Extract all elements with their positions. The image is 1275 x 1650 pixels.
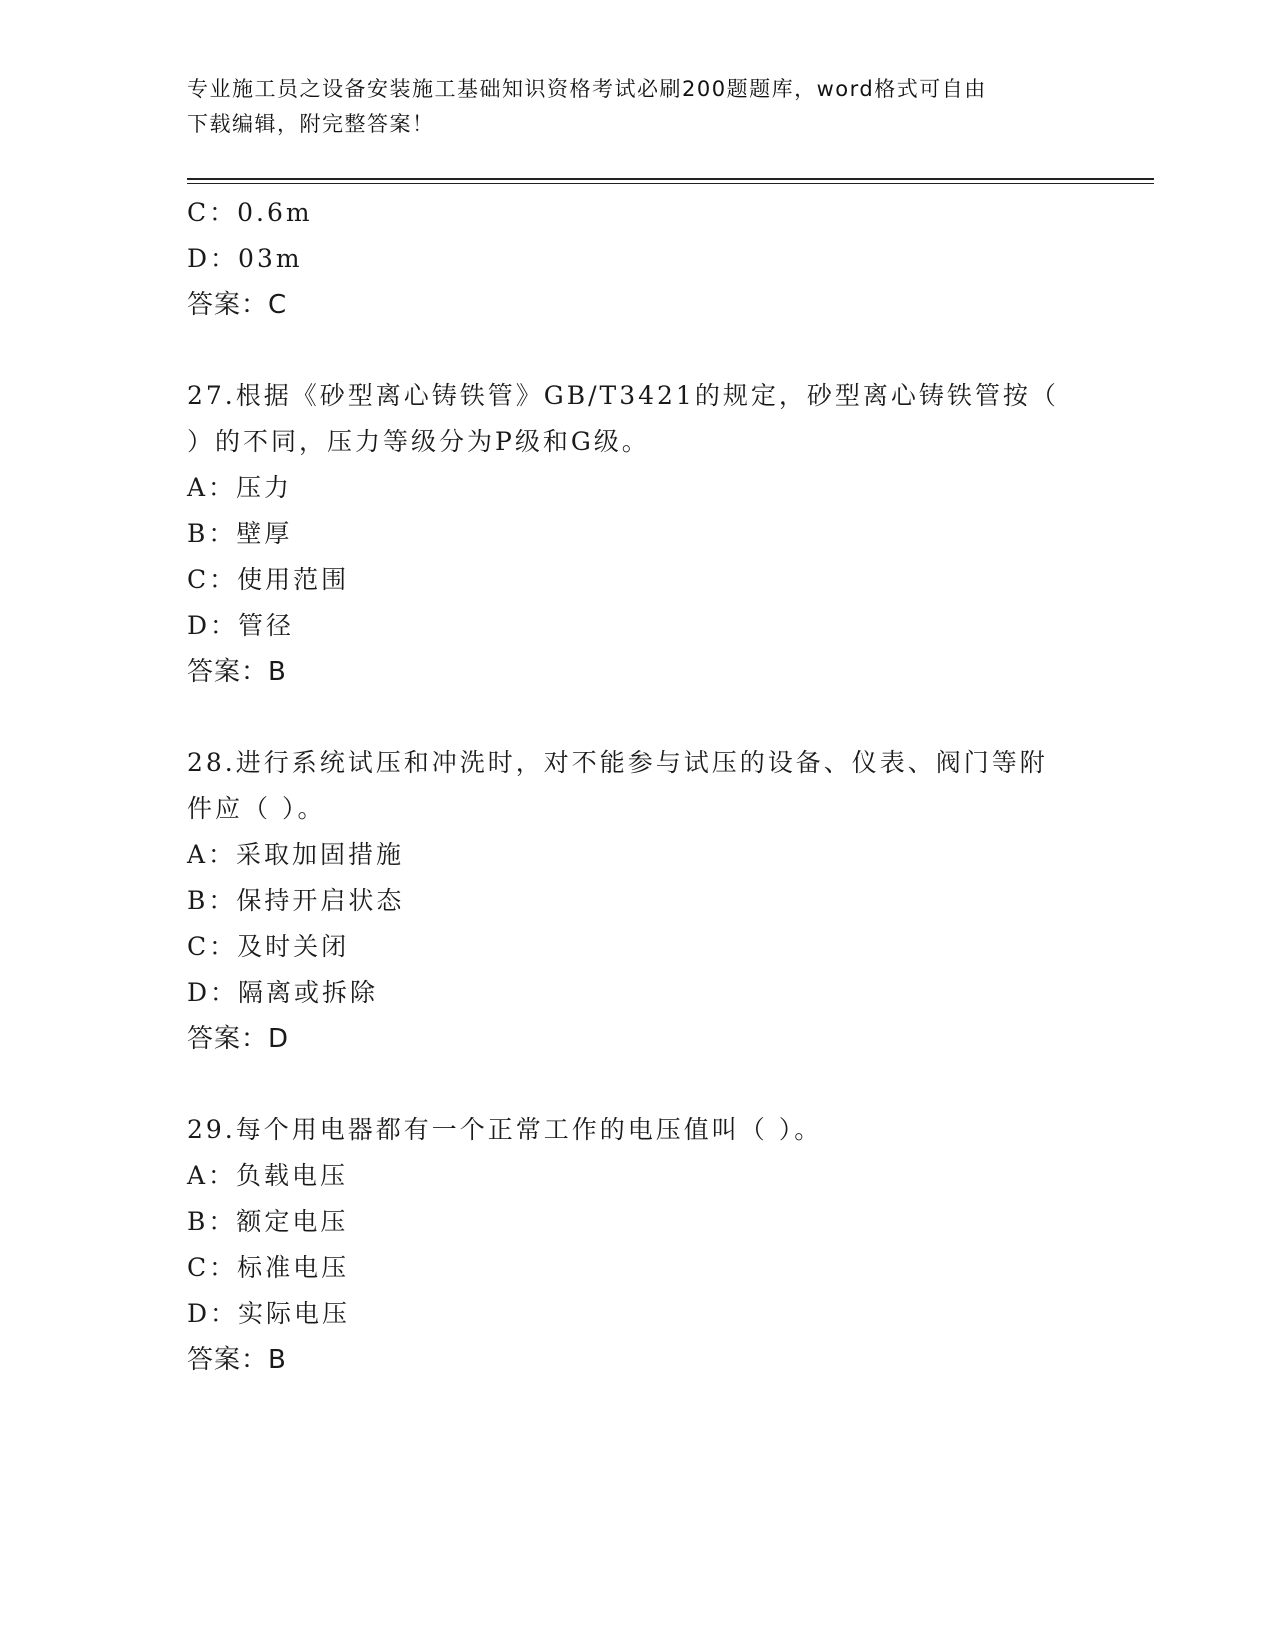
- question-text: 28.进行系统试压和冲洗时，对不能参与试压的设备、仪表、阀门等附: [187, 748, 1048, 777]
- option-a: A：压力: [187, 473, 293, 502]
- header-divider: [187, 178, 1154, 184]
- option-c: C：0.6m: [187, 198, 313, 227]
- answer-line: 答案：C: [187, 290, 288, 320]
- question-text: 件应（ ）。: [187, 794, 326, 823]
- header-line-2: 下载编辑，附完整答案！: [187, 112, 435, 136]
- option-b: B：额定电压: [187, 1207, 349, 1236]
- option-d: D：隔离或拆除: [187, 978, 379, 1007]
- header-line-1: 专业施工员之设备安装施工基础知识资格考试必刷200题题库，word格式可自由: [187, 77, 987, 101]
- continued-question: [187, 190, 1087, 328]
- question-content: [187, 190, 1087, 1383]
- option-c: C：及时关闭: [187, 932, 350, 961]
- option-b: B：壁厚: [187, 519, 293, 548]
- question-27: [187, 373, 1087, 695]
- question-text: 29.每个用电器都有一个正常工作的电压值叫（ ）。: [187, 1115, 823, 1144]
- option-d: D：管径: [187, 611, 295, 640]
- option-a: A：采取加固措施: [187, 840, 405, 869]
- answer-line: 答案：D: [187, 1024, 290, 1054]
- page-header: [187, 72, 1087, 142]
- option-c: C：标准电压: [187, 1253, 350, 1282]
- option-d: D：03m: [187, 244, 303, 273]
- option-a: A：负载电压: [187, 1161, 349, 1190]
- question-text: ）的不同，压力等级分为P级和G级。: [187, 427, 650, 456]
- answer-line: 答案：B: [187, 1345, 287, 1375]
- option-d: D：实际电压: [187, 1299, 351, 1328]
- answer-line: 答案：B: [187, 657, 287, 687]
- question-28: [187, 740, 1087, 1062]
- question-text: 27.根据《砂型离心铸铁管》GB/T3421的规定，砂型离心铸铁管按（: [187, 381, 1059, 410]
- option-c: C：使用范围: [187, 565, 350, 594]
- question-29: [187, 1107, 1087, 1383]
- option-b: B：保持开启状态: [187, 886, 405, 915]
